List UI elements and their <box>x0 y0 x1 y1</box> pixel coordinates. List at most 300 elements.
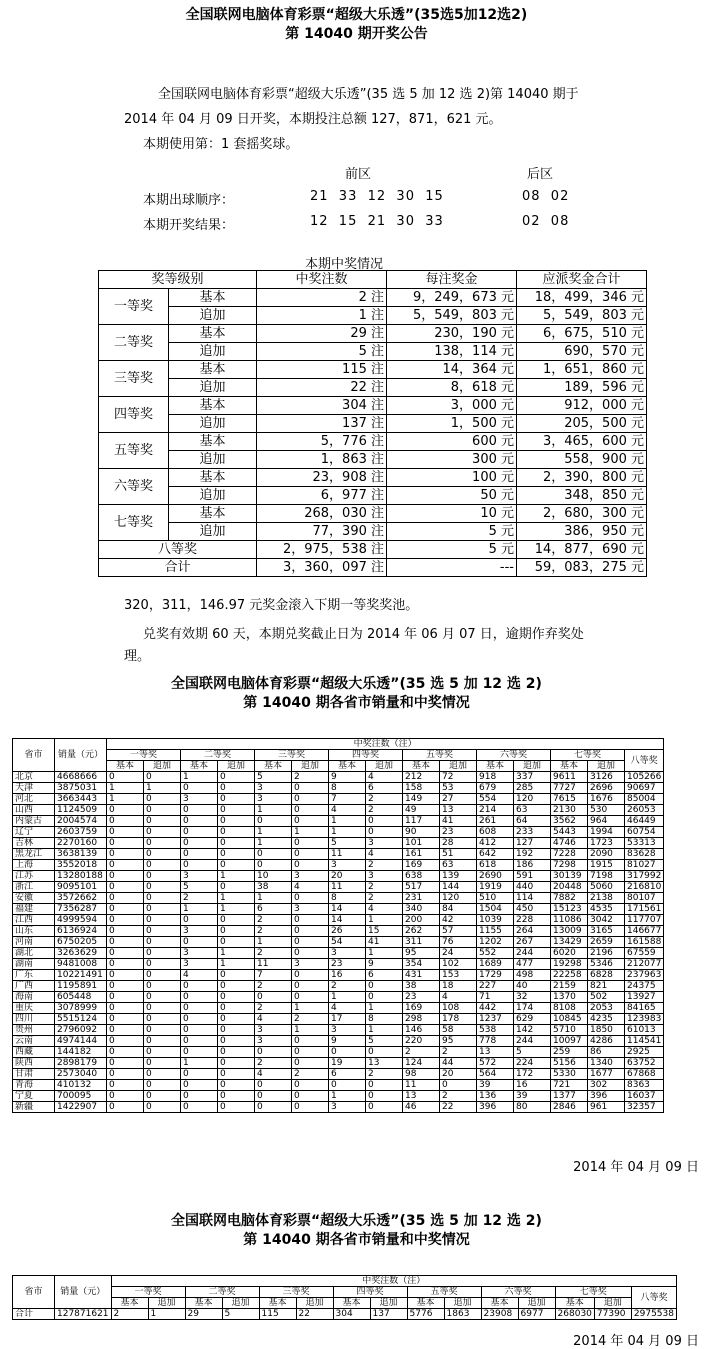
winner-count: 1677 <box>588 1069 625 1080</box>
table-header-row <box>13 750 664 761</box>
winner-count: 1 <box>255 893 292 904</box>
winner-count: 4 <box>440 992 477 1003</box>
announcement-title: 全国联网电脑体育彩票“超级大乐透”(35选5加12选2) <box>185 7 528 23</box>
header-basic: 基本 <box>551 761 588 772</box>
winner-count: 2138 <box>588 893 625 904</box>
winner-count: 2 <box>255 981 292 992</box>
winner-count: 0 <box>255 1047 292 1058</box>
winner-count: 0 <box>181 783 218 794</box>
winner-count: 102 <box>440 959 477 970</box>
winner-count: 0 <box>144 1058 181 1069</box>
winner-count: 2 <box>366 860 403 871</box>
winner-count: 153 <box>440 970 477 981</box>
sales-amount: 3263629 <box>55 948 107 959</box>
winner-count: 304 <box>333 1309 370 1320</box>
winner-count: 2 <box>292 772 329 783</box>
province-name: 重庆 <box>13 1003 55 1014</box>
header-basic: 基本 <box>403 761 440 772</box>
province-name: 上海 <box>13 860 55 871</box>
winner-count: 2090 <box>588 849 625 860</box>
total-amount: 189，596 元 <box>517 379 647 397</box>
winner-count: 13927 <box>625 992 664 1003</box>
table-row <box>13 915 664 926</box>
province-name: 湖北 <box>13 948 55 959</box>
winner-count: 442 <box>477 1003 514 1014</box>
winner-count: 192 <box>514 849 551 860</box>
header-province: 省市 <box>13 1276 55 1309</box>
sales-amount: 144182 <box>55 1047 107 1058</box>
winner-count: 1676 <box>588 794 625 805</box>
winner-count: 14 <box>329 904 366 915</box>
prize-row <box>99 487 647 505</box>
winner-count: 0 <box>292 1047 329 1058</box>
bet-type: 基本 <box>169 397 257 415</box>
intro-line-1: 全国联网电脑体育彩票“超级大乐透”(35 选 5 加 12 选 2)第 14040 期于 <box>158 87 579 102</box>
winner-count: 32 <box>514 992 551 1003</box>
winner-count: 161588 <box>625 937 664 948</box>
winner-count: 146 <box>403 1025 440 1036</box>
winner-count: 0 <box>107 1069 144 1080</box>
province-name: 北京 <box>13 772 55 783</box>
sales-amount: 4999594 <box>55 915 107 926</box>
header-extra: 追加 <box>444 1298 481 1309</box>
winner-count: 0 <box>218 1102 255 1113</box>
bet-type: 追加 <box>169 487 257 505</box>
winner-count: 1 <box>107 783 144 794</box>
winner-count: 0 <box>218 816 255 827</box>
winner-count: 22 <box>440 1102 477 1113</box>
winner-count: 8363 <box>625 1080 664 1091</box>
header-prize-level: 六等奖 <box>481 1287 555 1298</box>
winner-count: 2 <box>292 1014 329 1025</box>
winner-count: 0 <box>144 926 181 937</box>
winner-count: 0 <box>144 772 181 783</box>
prize-table <box>98 270 647 577</box>
province-name: 陕西 <box>13 1058 55 1069</box>
province-section-title: 全国联网电脑体育彩票“超级大乐透”(35 选 5 加 12 选 2) <box>171 676 542 692</box>
bet-type: 追加 <box>169 343 257 361</box>
winner-count: 1994 <box>588 827 625 838</box>
winner-count: 8 <box>329 783 366 794</box>
winner-count: 629 <box>514 1014 551 1025</box>
per-prize-amount: --- <box>387 559 517 577</box>
winner-count: 6977 <box>518 1309 555 1320</box>
winner-count: 23 <box>403 992 440 1003</box>
winner-count: 42 <box>440 915 477 926</box>
winner-count: 16 <box>514 1080 551 1091</box>
winner-count: 1729 <box>477 970 514 981</box>
winner-count: 1 <box>181 1058 218 1069</box>
province-name: 山东 <box>13 926 55 937</box>
table-row <box>13 772 664 783</box>
header-extra: 追加 <box>292 761 329 772</box>
total-amount: 2，390，800 元 <box>517 469 647 487</box>
table-row <box>13 794 664 805</box>
winner-count: 964 <box>588 816 625 827</box>
winner-count: 0 <box>292 1091 329 1102</box>
winner-count: 0 <box>181 805 218 816</box>
winner-count: 46 <box>403 1102 440 1113</box>
winner-count: 1 <box>255 827 292 838</box>
winner-count: 2 <box>366 1069 403 1080</box>
winner-count: 0 <box>218 981 255 992</box>
province-name: 浙江 <box>13 882 55 893</box>
header-extra: 追加 <box>222 1298 259 1309</box>
winner-count: 0 <box>366 1102 403 1113</box>
winner-count: 13009 <box>551 926 588 937</box>
winner-count: 120 <box>440 893 477 904</box>
winner-count: 5 <box>222 1309 259 1320</box>
winner-count: 16037 <box>625 1091 664 1102</box>
table-row <box>13 1080 664 1091</box>
winner-count: 1 <box>218 959 255 970</box>
winner-count: 1 注 <box>257 307 387 325</box>
winner-count: 77390 <box>594 1309 631 1320</box>
winner-count: 0 <box>218 1080 255 1091</box>
winner-count: 608 <box>477 827 514 838</box>
winner-count: 0 <box>107 1058 144 1069</box>
winner-count: 679 <box>477 783 514 794</box>
winner-count: 142 <box>514 1025 551 1036</box>
per-prize-amount: 138，114 元 <box>387 343 517 361</box>
winner-count: 311 <box>403 937 440 948</box>
prize-level: 四等奖 <box>99 397 169 433</box>
winner-count: 0 <box>107 1025 144 1036</box>
winner-count: 0 <box>218 926 255 937</box>
winner-count: 80107 <box>625 893 664 904</box>
winner-count: 15123 <box>551 904 588 915</box>
winner-count: 124 <box>403 1058 440 1069</box>
winner-count: 95 <box>403 948 440 959</box>
province-name: 广东 <box>13 970 55 981</box>
header-extra: 追加 <box>218 761 255 772</box>
winner-count: 105266 <box>625 772 664 783</box>
sales-amount: 3875031 <box>55 783 107 794</box>
winner-count: 5443 <box>551 827 588 838</box>
province-name: 江西 <box>13 915 55 926</box>
winner-count: 71 <box>477 992 514 1003</box>
winner-count: 1723 <box>588 838 625 849</box>
winner-count: 27 <box>440 794 477 805</box>
sales-amount: 3663443 <box>55 794 107 805</box>
winner-count: 778 <box>477 1036 514 1047</box>
winner-count: 20448 <box>551 882 588 893</box>
winner-count: 262 <box>403 926 440 937</box>
winner-count: 317992 <box>625 871 664 882</box>
winner-count: 642 <box>477 849 514 860</box>
header-prize-level: 四等奖 <box>329 750 403 761</box>
table-row <box>13 827 664 838</box>
winner-count: 83628 <box>625 849 664 860</box>
winner-count: 0 <box>181 816 218 827</box>
winner-count: 22 <box>296 1309 333 1320</box>
winner-count: 0 <box>218 937 255 948</box>
winner-count: 7882 <box>551 893 588 904</box>
winner-count: 572 <box>477 1058 514 1069</box>
winner-count: 1155 <box>477 926 514 937</box>
winner-count: 450 <box>514 904 551 915</box>
header-prize-level: 七等奖 <box>555 1287 631 1298</box>
header-extra: 追加 <box>594 1298 631 1309</box>
winner-count: 0 <box>181 1069 218 1080</box>
prize-level: 六等奖 <box>99 469 169 505</box>
winner-count: 0 <box>218 1036 255 1047</box>
header-basic: 基本 <box>107 761 144 772</box>
total-amount: 690，570 元 <box>517 343 647 361</box>
winner-count: 11 <box>329 882 366 893</box>
winner-count: 638 <box>403 871 440 882</box>
province-table-date: 2014 年 04 月 09 日 <box>573 1160 699 1175</box>
winner-count: 169 <box>403 1003 440 1014</box>
winner-count: 19298 <box>551 959 588 970</box>
per-prize-amount: 5，549，803 元 <box>387 307 517 325</box>
winner-count: 0 <box>107 1014 144 1025</box>
province-name: 内蒙古 <box>13 816 55 827</box>
winner-count: 0 <box>292 783 329 794</box>
prize-table-caption: 本期中奖情况 <box>305 257 384 272</box>
winner-count: 0 <box>366 1080 403 1091</box>
winner-count: 0 <box>181 992 218 1003</box>
eighth-prize-row <box>99 541 647 559</box>
bet-type: 追加 <box>169 379 257 397</box>
winner-count: 538 <box>477 1025 514 1036</box>
header-winners: 中奖注数（注） <box>107 739 664 750</box>
winner-count: 0 <box>144 1014 181 1025</box>
prize-row <box>99 451 647 469</box>
winner-count: 340 <box>403 904 440 915</box>
winner-count: 58 <box>440 1025 477 1036</box>
winner-count: 149 <box>403 794 440 805</box>
winner-count: 0 <box>292 816 329 827</box>
winner-count: 0 <box>218 1025 255 1036</box>
sales-amount: 1124509 <box>55 805 107 816</box>
winner-count: 591 <box>514 871 551 882</box>
winner-count: 0 <box>144 959 181 970</box>
winner-count: 39 <box>477 1080 514 1091</box>
winner-count: 268030 <box>555 1309 594 1320</box>
header-prize-level: 三等奖 <box>259 1287 333 1298</box>
winner-count: 15 <box>366 926 403 937</box>
winner-count: 53313 <box>625 838 664 849</box>
draw-order-front: 21 33 12 30 15 <box>310 189 444 204</box>
table-row <box>13 893 664 904</box>
winner-count: 28 <box>440 838 477 849</box>
winner-count: 6020 <box>551 948 588 959</box>
winner-count: 0 <box>181 1003 218 1014</box>
winner-count: 63 <box>514 805 551 816</box>
province-name: 西藏 <box>13 1047 55 1058</box>
winner-count: 7198 <box>588 871 625 882</box>
prize-row <box>99 505 647 523</box>
winner-count: 57 <box>440 926 477 937</box>
winner-count: 0 <box>107 992 144 1003</box>
winner-count: 0 <box>181 1036 218 1047</box>
winner-count: 9 <box>329 772 366 783</box>
winner-count: 23908 <box>481 1309 518 1320</box>
header-extra: 追加 <box>440 761 477 772</box>
header-winners: 中奖注数（注） <box>111 1276 676 1287</box>
winner-count: 18 <box>440 981 477 992</box>
prize-header-row <box>99 271 647 289</box>
winner-count: 127 <box>514 838 551 849</box>
sales-amount: 2603759 <box>55 827 107 838</box>
header-basic: 基本 <box>407 1298 444 1309</box>
prize-row <box>99 307 647 325</box>
header-level: 奖等级别 <box>99 271 257 289</box>
winner-count: 259 <box>551 1047 588 1058</box>
winner-count: 0 <box>107 1036 144 1047</box>
winner-count: 0 <box>107 1102 144 1113</box>
winner-count: 268，030 注 <box>257 505 387 523</box>
winner-count: 1 <box>366 915 403 926</box>
winner-count: 0 <box>181 915 218 926</box>
winner-count: 117 <box>403 816 440 827</box>
winner-count: 84165 <box>625 1003 664 1014</box>
winner-count: 5330 <box>551 1069 588 1080</box>
sales-amount: 3572662 <box>55 893 107 904</box>
header-count: 中奖注数 <box>257 271 387 289</box>
winner-count: 0 <box>292 948 329 959</box>
prize-level: 八等奖 <box>99 541 257 559</box>
winner-count: 4 <box>329 805 366 816</box>
header-prize-level: 六等奖 <box>477 750 551 761</box>
winner-count: 396 <box>477 1102 514 1113</box>
province-name: 天津 <box>13 783 55 794</box>
winner-count: 0 <box>144 1025 181 1036</box>
winner-count: 80 <box>514 1102 551 1113</box>
winner-count: 3 <box>366 871 403 882</box>
header-eighth: 八等奖 <box>631 1287 676 1309</box>
winner-count: 77，390 注 <box>257 523 387 541</box>
winner-count: 0 <box>218 1091 255 1102</box>
winner-count: 4 <box>292 882 329 893</box>
winner-count: 2053 <box>588 1003 625 1014</box>
winner-count: 0 <box>329 1047 366 1058</box>
winner-count: 1850 <box>588 1025 625 1036</box>
winner-count: 4235 <box>588 1014 625 1025</box>
winner-count: 0 <box>107 827 144 838</box>
winner-count: 0 <box>144 794 181 805</box>
winner-count: 1919 <box>477 882 514 893</box>
winner-count: 3 <box>292 959 329 970</box>
winner-count: 3 <box>181 871 218 882</box>
province-name: 湖南 <box>13 959 55 970</box>
winner-count: 23，908 注 <box>257 469 387 487</box>
winner-count: 0 <box>292 849 329 860</box>
draw-order-back: 08 02 <box>522 189 570 204</box>
header-prize-level: 七等奖 <box>551 750 625 761</box>
winner-count: 216810 <box>625 882 664 893</box>
winner-count: 0 <box>218 794 255 805</box>
sales-amount: 9095101 <box>55 882 107 893</box>
winner-count: 354 <box>403 959 440 970</box>
winner-count: 227 <box>477 981 514 992</box>
table-row <box>13 1003 664 1014</box>
winner-count: 0 <box>292 992 329 1003</box>
winner-count: 1 <box>292 1003 329 1014</box>
winner-count: 139 <box>440 871 477 882</box>
winner-count: 1 <box>255 937 292 948</box>
bet-type: 追加 <box>169 523 257 541</box>
winner-count: 67868 <box>625 1069 664 1080</box>
winner-count: 233 <box>514 827 551 838</box>
winner-count: 0 <box>218 882 255 893</box>
winner-count: 2 <box>366 893 403 904</box>
winner-count: 337 <box>514 772 551 783</box>
winner-count: 3 <box>181 926 218 937</box>
winner-count: 137 注 <box>257 415 387 433</box>
province-table <box>12 738 664 1113</box>
winner-count: 8 <box>366 1014 403 1025</box>
table-row <box>13 992 664 1003</box>
winner-count: 0 <box>366 981 403 992</box>
winner-count: 267 <box>514 937 551 948</box>
winner-count: 4 <box>366 849 403 860</box>
winner-count: 1 <box>218 948 255 959</box>
winner-count: 0 <box>144 992 181 1003</box>
header-extra: 追加 <box>514 761 551 772</box>
sales-amount: 2796092 <box>55 1025 107 1036</box>
province-name: 吉林 <box>13 838 55 849</box>
front-zone-label: 前区 <box>345 167 372 182</box>
winner-count: 396 <box>588 1091 625 1102</box>
winner-count: 22258 <box>551 970 588 981</box>
winner-count: 2 注 <box>257 289 387 307</box>
winner-count: 821 <box>588 981 625 992</box>
winner-count: 0 <box>181 1091 218 1102</box>
winner-count: 29 <box>185 1309 222 1320</box>
winner-count: 0 <box>107 882 144 893</box>
total-amount: 2，680，300 元 <box>517 505 647 523</box>
per-prize-amount: 100 元 <box>387 469 517 487</box>
winner-count: 2 <box>255 948 292 959</box>
total-section-title: 全国联网电脑体育彩票“超级大乐透”(35 选 5 加 12 选 2) <box>171 1213 542 1229</box>
winner-count: 200 <box>403 915 440 926</box>
winner-count: 2 <box>366 794 403 805</box>
header-sales: 销量（元） <box>55 1276 112 1309</box>
winner-count: 244 <box>514 1036 551 1047</box>
province-name: 安徽 <box>13 893 55 904</box>
winner-count: 0 <box>181 1025 218 1036</box>
winner-count: 1 <box>329 1091 366 1102</box>
winner-count: 0 <box>181 1102 218 1113</box>
per-prize-amount: 5 元 <box>387 523 517 541</box>
winner-count: 38 <box>403 981 440 992</box>
winner-count: 1 <box>181 772 218 783</box>
winner-count: 3 <box>292 871 329 882</box>
province-name: 合计 <box>13 1309 55 1320</box>
province-name: 宁夏 <box>13 1091 55 1102</box>
winner-count: 67559 <box>625 948 664 959</box>
total-amount: 348，850 元 <box>517 487 647 505</box>
winner-count: 0 <box>144 904 181 915</box>
table-row <box>13 1058 664 1069</box>
winner-count: 1377 <box>551 1091 588 1102</box>
winner-count: 5060 <box>588 882 625 893</box>
winner-count: 4 <box>181 970 218 981</box>
header-province: 省市 <box>13 739 55 772</box>
winner-count: 8 <box>329 893 366 904</box>
winner-count: 1 <box>329 992 366 1003</box>
header-extra: 追加 <box>370 1298 407 1309</box>
intro-line-2: 2014 年 04 月 09 日开奖，本期投注总额 127，871，621 元。 <box>124 112 502 127</box>
winner-count: 0 <box>329 1080 366 1091</box>
table-row <box>13 948 664 959</box>
header-basic: 基本 <box>259 1298 296 1309</box>
winner-count: 20 <box>329 871 366 882</box>
province-name: 青海 <box>13 1080 55 1091</box>
winner-count: 146677 <box>625 926 664 937</box>
